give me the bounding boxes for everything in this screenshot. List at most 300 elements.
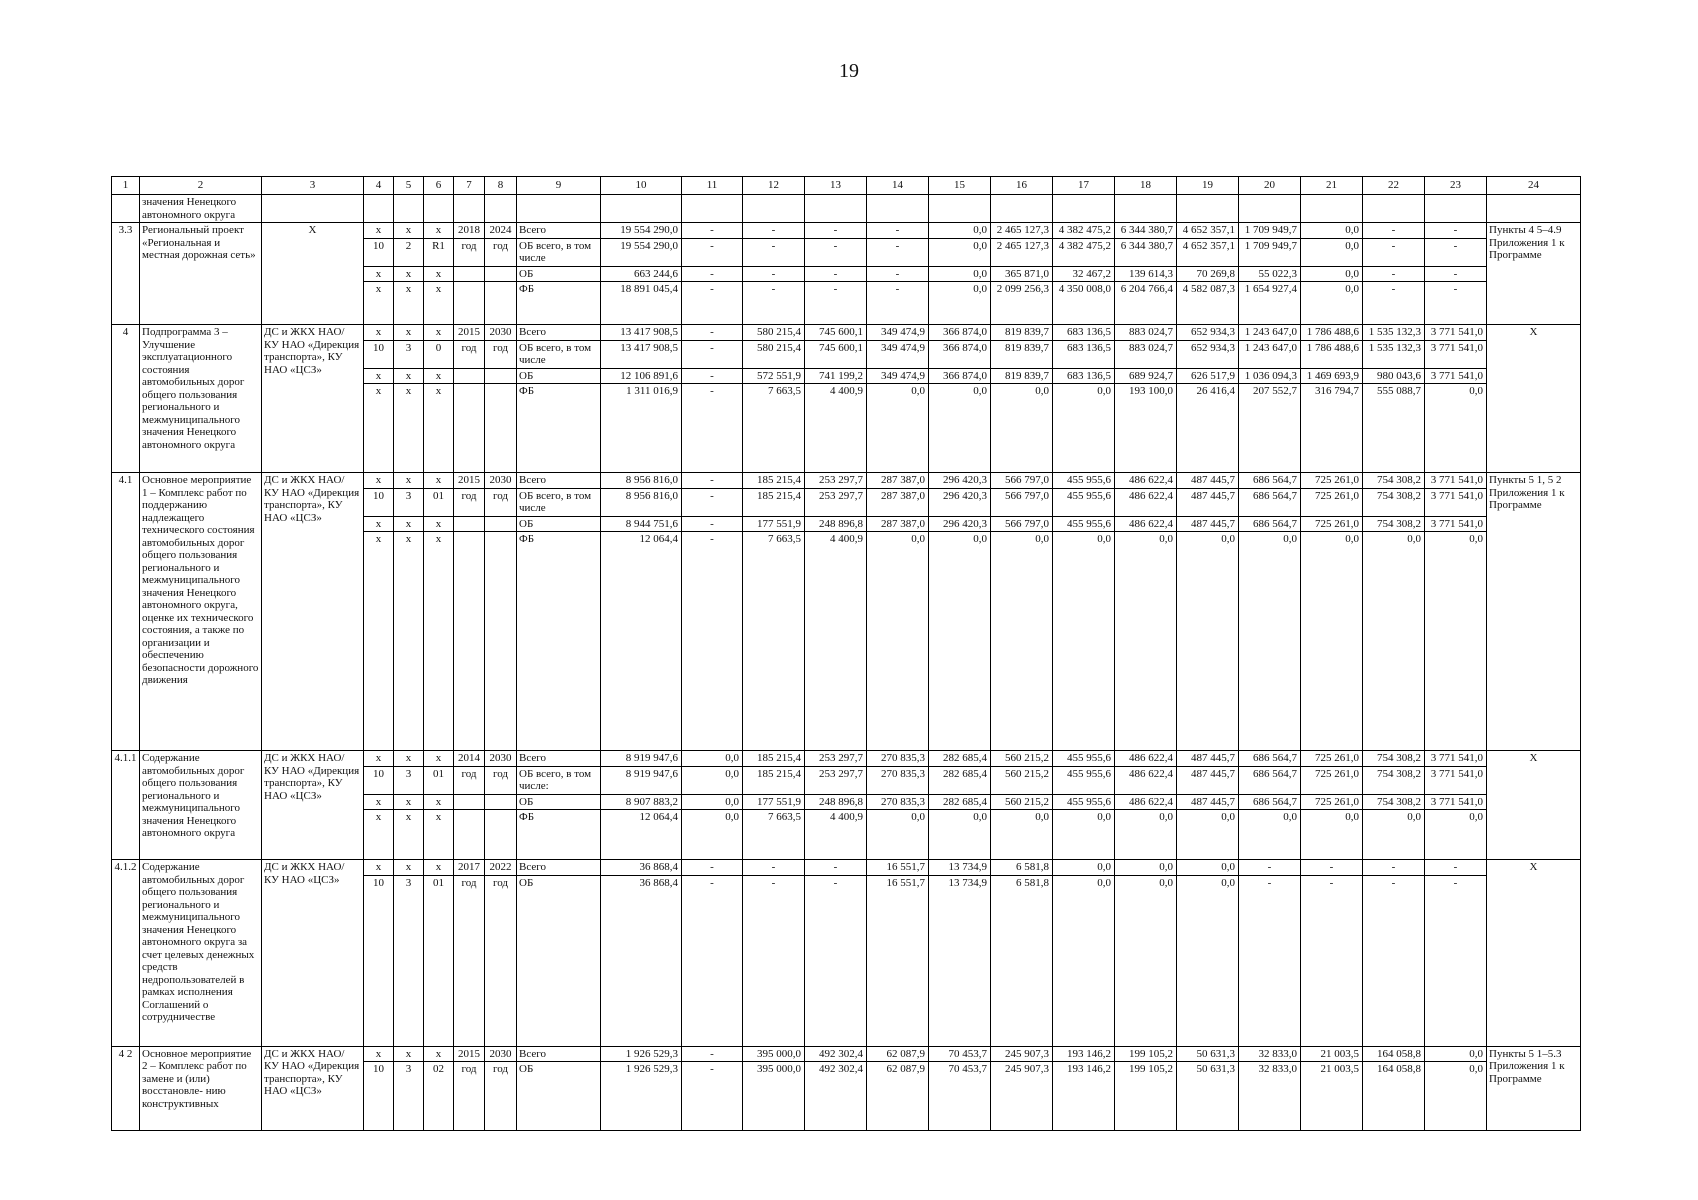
value-cell: 0,0	[1053, 810, 1115, 860]
code-cell: 01	[424, 488, 454, 516]
value-cell: -	[682, 532, 743, 751]
value-cell: 0,0	[1053, 860, 1115, 876]
empty-cell	[364, 195, 394, 223]
page-number: 19	[839, 60, 859, 82]
value-cell: 1 926 529,3	[601, 1046, 682, 1062]
code-cell: 3	[394, 1062, 424, 1131]
value-cell: 6 344 380,7	[1115, 223, 1177, 239]
value-cell: -	[805, 238, 867, 266]
value-cell: 185 215,4	[743, 488, 805, 516]
source-cell: Всего	[517, 325, 601, 341]
header-cell-3: 3	[262, 177, 364, 195]
code-cell: x	[364, 860, 394, 876]
value-cell: 455 955,6	[1053, 516, 1115, 532]
year-cell: 2018	[454, 223, 485, 239]
value-cell: 0,0	[1425, 532, 1487, 751]
value-cell: 754 308,2	[1363, 473, 1425, 489]
value-cell: 6 344 380,7	[1115, 238, 1177, 266]
code-cell: x	[424, 794, 454, 810]
value-cell: 0,0	[1301, 223, 1363, 239]
value-cell: -	[1301, 860, 1363, 876]
value-cell: 566 797,0	[991, 488, 1053, 516]
code-cell: 0	[424, 340, 454, 368]
value-cell: 62 087,9	[867, 1046, 929, 1062]
year-cell: 2017	[454, 860, 485, 876]
table-row	[112, 325, 1581, 341]
value-cell: 0,0	[1425, 1062, 1487, 1131]
empty-cell	[682, 195, 743, 223]
value-cell: -	[1239, 875, 1301, 1046]
year-cell: год	[485, 1062, 517, 1131]
value-cell: 0,0	[1177, 860, 1239, 876]
header-cell-10: 10	[601, 177, 682, 195]
value-cell: 296 420,3	[929, 516, 991, 532]
value-cell: 164 058,8	[1363, 1046, 1425, 1062]
code-cell: x	[394, 282, 424, 325]
value-cell: 0,0	[682, 766, 743, 794]
value-cell: 725 261,0	[1301, 488, 1363, 516]
value-cell: 2 099 256,3	[991, 282, 1053, 325]
code-cell: x	[364, 1046, 394, 1062]
value-cell: 0,0	[929, 384, 991, 473]
header-cell-16: 16	[991, 177, 1053, 195]
value-cell: -	[1363, 266, 1425, 282]
value-cell: -	[682, 1062, 743, 1131]
value-cell: 0,0	[1363, 532, 1425, 751]
value-cell: 8 907 883,2	[601, 794, 682, 810]
value-cell: 26 416,4	[1177, 384, 1239, 473]
value-cell: 3 771 541,0	[1425, 488, 1487, 516]
code-cell: 10	[364, 488, 394, 516]
value-cell: 296 420,3	[929, 473, 991, 489]
value-cell: 13 417 908,5	[601, 325, 682, 341]
value-cell: 349 474,9	[867, 340, 929, 368]
source-cell: Всего	[517, 751, 601, 767]
value-cell: -	[682, 266, 743, 282]
code-cell: x	[364, 384, 394, 473]
value-cell: 287 387,0	[867, 516, 929, 532]
value-cell: 819 839,7	[991, 340, 1053, 368]
value-cell: -	[1425, 282, 1487, 325]
value-cell: -	[682, 282, 743, 325]
value-cell: 8 944 751,6	[601, 516, 682, 532]
measure-name: значения Ненецкого автономного округа	[140, 195, 262, 223]
code-cell: x	[424, 810, 454, 860]
value-cell: 0,0	[1177, 810, 1239, 860]
value-cell: 686 564,7	[1239, 751, 1301, 767]
value-cell: -	[867, 282, 929, 325]
code-cell: x	[364, 532, 394, 751]
value-cell: 366 874,0	[929, 325, 991, 341]
value-cell: 13 417 908,5	[601, 340, 682, 368]
value-cell: -	[682, 473, 743, 489]
code-cell: 10	[364, 766, 394, 794]
value-cell: 32 833,0	[1239, 1062, 1301, 1131]
code-cell: x	[424, 266, 454, 282]
value-cell: 248 896,8	[805, 516, 867, 532]
value-cell: -	[805, 223, 867, 239]
code-cell: x	[364, 282, 394, 325]
year-cell: 2015	[454, 1046, 485, 1062]
empty-cell	[517, 195, 601, 223]
value-cell: 207 552,7	[1239, 384, 1301, 473]
value-cell: 70 453,7	[929, 1046, 991, 1062]
executor: X	[262, 223, 364, 325]
value-cell: 282 685,4	[929, 766, 991, 794]
value-cell: 1 709 949,7	[1239, 223, 1301, 239]
value-cell: 580 215,4	[743, 340, 805, 368]
value-cell: 487 445,7	[1177, 488, 1239, 516]
code-cell: x	[364, 368, 394, 384]
value-cell: 819 839,7	[991, 325, 1053, 341]
executor: ДС и ЖКХ НАО/ КУ НАО «Дирекция транспорта», КУ НАО «ЦСЗ»	[262, 1046, 364, 1131]
value-cell: 0,0	[1053, 875, 1115, 1046]
year-cell: год	[485, 875, 517, 1046]
value-cell: 555 088,7	[1363, 384, 1425, 473]
value-cell: 139 614,3	[1115, 266, 1177, 282]
header-cell-6: 6	[424, 177, 454, 195]
year-cell	[485, 384, 517, 473]
value-cell: 365 871,0	[991, 266, 1053, 282]
measure-name: Подпрограмма 3 – Улучшение эксплуатационного состояния автомобильных дорог общего пользования регионального и межмуниципального значения Ненецкого автономного округа	[140, 325, 262, 473]
value-cell: -	[1301, 875, 1363, 1046]
value-cell: -	[682, 860, 743, 876]
value-cell: -	[682, 488, 743, 516]
year-cell	[485, 532, 517, 751]
value-cell: 4 382 475,2	[1053, 223, 1115, 239]
header-cell-15: 15	[929, 177, 991, 195]
value-cell: 193 146,2	[1053, 1046, 1115, 1062]
value-cell: -	[1425, 238, 1487, 266]
value-cell: 7 663,5	[743, 810, 805, 860]
value-cell: -	[1363, 875, 1425, 1046]
header-cell-8: 8	[485, 177, 517, 195]
code-cell: 10	[364, 875, 394, 1046]
value-cell: 32 467,2	[1053, 266, 1115, 282]
value-cell: 4 652 357,1	[1177, 238, 1239, 266]
value-cell: 0,0	[929, 223, 991, 239]
value-cell: 980 043,6	[1363, 368, 1425, 384]
value-cell: 21 003,5	[1301, 1046, 1363, 1062]
value-cell: 455 955,6	[1053, 488, 1115, 516]
value-cell: -	[682, 368, 743, 384]
header-cell-4: 4	[364, 177, 394, 195]
value-cell: 455 955,6	[1053, 751, 1115, 767]
code-cell: x	[424, 751, 454, 767]
value-cell: 287 387,0	[867, 473, 929, 489]
value-cell: 486 622,4	[1115, 794, 1177, 810]
value-cell: 0,0	[1115, 810, 1177, 860]
empty-cell	[485, 195, 517, 223]
value-cell: 1 243 647,0	[1239, 340, 1301, 368]
code-cell: x	[364, 325, 394, 341]
year-cell: год	[454, 488, 485, 516]
value-cell: 282 685,4	[929, 751, 991, 767]
value-cell: 287 387,0	[867, 488, 929, 516]
value-cell: 4 400,9	[805, 384, 867, 473]
source-cell: Всего	[517, 860, 601, 876]
year-cell	[454, 794, 485, 810]
value-cell: 0,0	[991, 532, 1053, 751]
code-cell: x	[364, 516, 394, 532]
value-cell: 253 297,7	[805, 751, 867, 767]
value-cell: 4 582 087,3	[1177, 282, 1239, 325]
code-cell: x	[394, 368, 424, 384]
value-cell: 1 709 949,7	[1239, 238, 1301, 266]
executor	[262, 195, 364, 223]
value-cell: 395 000,0	[743, 1062, 805, 1131]
value-cell: 2 465 127,3	[991, 238, 1053, 266]
value-cell: 580 215,4	[743, 325, 805, 341]
source-cell: ОБ всего, в том числе:	[517, 766, 601, 794]
source-cell: ОБ всего, в том числе	[517, 238, 601, 266]
value-cell: 8 919 947,6	[601, 766, 682, 794]
value-cell: 486 622,4	[1115, 488, 1177, 516]
header-cell-22: 22	[1363, 177, 1425, 195]
year-cell: 2024	[485, 223, 517, 239]
empty-cell	[394, 195, 424, 223]
value-cell: -	[743, 860, 805, 876]
code-cell: x	[424, 384, 454, 473]
value-cell: 1 469 693,9	[1301, 368, 1363, 384]
header-cell-18: 18	[1115, 177, 1177, 195]
empty-cell	[454, 195, 485, 223]
value-cell: 754 308,2	[1363, 766, 1425, 794]
source-cell: ОБ всего, в том числе	[517, 488, 601, 516]
value-cell: 395 000,0	[743, 1046, 805, 1062]
empty-cell	[991, 195, 1053, 223]
value-cell: 7 663,5	[743, 384, 805, 473]
year-cell: 2015	[454, 473, 485, 489]
empty-cell	[1115, 195, 1177, 223]
value-cell: 1 786 488,6	[1301, 340, 1363, 368]
year-cell: 2030	[485, 473, 517, 489]
year-cell	[485, 266, 517, 282]
value-cell: 0,0	[929, 282, 991, 325]
value-cell: -	[682, 325, 743, 341]
value-cell: 4 400,9	[805, 532, 867, 751]
value-cell: 245 907,3	[991, 1046, 1053, 1062]
value-cell: 12 064,4	[601, 810, 682, 860]
year-cell: год	[454, 766, 485, 794]
value-cell: 349 474,9	[867, 368, 929, 384]
value-cell: 70 453,7	[929, 1062, 991, 1131]
year-cell	[454, 516, 485, 532]
value-cell: 8 956 816,0	[601, 473, 682, 489]
value-cell: 0,0	[1115, 860, 1177, 876]
value-cell: -	[682, 223, 743, 239]
value-cell: 566 797,0	[991, 473, 1053, 489]
value-cell: 13 734,9	[929, 860, 991, 876]
value-cell: 185 215,4	[743, 766, 805, 794]
row-number	[112, 195, 140, 223]
value-cell: 745 600,1	[805, 340, 867, 368]
value-cell: -	[743, 875, 805, 1046]
value-cell: 16 551,7	[867, 875, 929, 1046]
value-cell: 177 551,9	[743, 516, 805, 532]
value-cell: 741 199,2	[805, 368, 867, 384]
code-cell: x	[364, 810, 394, 860]
value-cell: 4 350 008,0	[1053, 282, 1115, 325]
value-cell: 686 564,7	[1239, 473, 1301, 489]
value-cell: 366 874,0	[929, 340, 991, 368]
value-cell: 0,0	[1239, 810, 1301, 860]
empty-cell	[1425, 195, 1487, 223]
value-cell: 883 024,7	[1115, 340, 1177, 368]
header-cell-17: 17	[1053, 177, 1115, 195]
header-cell-14: 14	[867, 177, 929, 195]
value-cell: 32 833,0	[1239, 1046, 1301, 1062]
value-cell: -	[1239, 860, 1301, 876]
year-cell	[454, 368, 485, 384]
value-cell: 652 934,3	[1177, 325, 1239, 341]
source-cell: ОБ	[517, 266, 601, 282]
source-cell: Всего	[517, 223, 601, 239]
value-cell: 253 297,7	[805, 488, 867, 516]
table-row	[112, 751, 1581, 767]
year-cell	[485, 282, 517, 325]
year-cell: год	[485, 238, 517, 266]
value-cell: -	[682, 340, 743, 368]
value-cell: 245 907,3	[991, 1062, 1053, 1131]
code-cell: x	[424, 1046, 454, 1062]
value-cell: 21 003,5	[1301, 1062, 1363, 1131]
code-cell: x	[364, 794, 394, 810]
value-cell: 55 022,3	[1239, 266, 1301, 282]
code-cell: 01	[424, 766, 454, 794]
value-cell: 349 474,9	[867, 325, 929, 341]
code-cell: 3	[394, 875, 424, 1046]
code-cell: x	[364, 473, 394, 489]
year-cell	[454, 282, 485, 325]
value-cell: -	[682, 238, 743, 266]
value-cell: 486 622,4	[1115, 473, 1177, 489]
value-cell: 3 771 541,0	[1425, 766, 1487, 794]
measure-name: Региональный проект «Региональная и местная дорожная сеть»	[140, 223, 262, 325]
value-cell: 1 036 094,3	[1239, 368, 1301, 384]
value-cell: 686 564,7	[1239, 488, 1301, 516]
value-cell: 486 622,4	[1115, 516, 1177, 532]
value-cell: -	[805, 875, 867, 1046]
value-cell: 6 581,8	[991, 860, 1053, 876]
value-cell: -	[1363, 238, 1425, 266]
executor: ДС и ЖКХ НАО/ КУ НАО «ЦСЗ»	[262, 860, 364, 1047]
code-cell: 10	[364, 1062, 394, 1131]
year-cell	[485, 368, 517, 384]
header-row	[112, 177, 1581, 195]
value-cell: 0,0	[991, 384, 1053, 473]
value-cell: 0,0	[929, 532, 991, 751]
code-cell: 3	[394, 340, 424, 368]
value-cell: 486 622,4	[1115, 751, 1177, 767]
value-cell: 487 445,7	[1177, 473, 1239, 489]
value-cell: 164 058,8	[1363, 1062, 1425, 1131]
value-cell: 0,0	[1115, 532, 1177, 751]
value-cell: 0,0	[1425, 1046, 1487, 1062]
value-cell: 0,0	[1301, 238, 1363, 266]
value-cell: 455 955,6	[1053, 766, 1115, 794]
value-cell: 745 600,1	[805, 325, 867, 341]
value-cell: 0,0	[1239, 532, 1301, 751]
value-cell: 0,0	[682, 794, 743, 810]
table-row	[112, 860, 1581, 876]
year-cell: год	[485, 766, 517, 794]
value-cell: 0,0	[1301, 266, 1363, 282]
value-cell: 0,0	[1301, 810, 1363, 860]
value-cell: 455 955,6	[1053, 794, 1115, 810]
code-cell: x	[394, 223, 424, 239]
value-cell: 18 891 045,4	[601, 282, 682, 325]
value-cell: 3 771 541,0	[1425, 473, 1487, 489]
value-cell: -	[805, 282, 867, 325]
value-cell: 8 919 947,6	[601, 751, 682, 767]
value-cell: 492 302,4	[805, 1046, 867, 1062]
code-cell: x	[424, 223, 454, 239]
value-cell: 16 551,7	[867, 860, 929, 876]
value-cell: 683 136,5	[1053, 325, 1115, 341]
code-cell: x	[394, 860, 424, 876]
empty-cell	[1053, 195, 1115, 223]
value-cell: 0,0	[867, 810, 929, 860]
value-cell: 36 868,4	[601, 860, 682, 876]
code-cell: 2	[394, 238, 424, 266]
empty-cell	[1239, 195, 1301, 223]
value-cell: 0,0	[682, 810, 743, 860]
value-cell: 487 445,7	[1177, 751, 1239, 767]
measure-name: Основное мероприятие 1 – Комплекс работ по поддержанию надлежащего технического состояния автомобильных дорог общего пользования регионального и межмуниципального значения Ненецкого автономного округа, оценке их технического состояния, а также по организации и обеспечению безопасности дорожного движения	[140, 473, 262, 751]
source-cell: ОБ	[517, 875, 601, 1046]
row-number: 3.3	[112, 223, 140, 325]
value-cell: 683 136,5	[1053, 340, 1115, 368]
value-cell: 487 445,7	[1177, 516, 1239, 532]
value-cell: 0,0	[1425, 810, 1487, 860]
source-cell: ОБ	[517, 794, 601, 810]
note: X	[1487, 325, 1581, 473]
table-row	[112, 223, 1581, 239]
empty-cell	[601, 195, 682, 223]
value-cell: 819 839,7	[991, 368, 1053, 384]
header-cell-19: 19	[1177, 177, 1239, 195]
value-cell: 486 622,4	[1115, 766, 1177, 794]
value-cell: -	[1363, 223, 1425, 239]
value-cell: 0,0	[1425, 384, 1487, 473]
value-cell: 487 445,7	[1177, 794, 1239, 810]
value-cell: 560 215,2	[991, 794, 1053, 810]
year-cell: год	[454, 340, 485, 368]
value-cell: 296 420,3	[929, 488, 991, 516]
measure-name: Основное мероприятие 2 – Комплекс работ по замене и (или) восстановле- нию конструктивных	[140, 1046, 262, 1131]
value-cell: -	[1425, 266, 1487, 282]
row-number: 4.1.2	[112, 860, 140, 1047]
value-cell: 725 261,0	[1301, 794, 1363, 810]
note: Пункты 4 5–4.9 Приложения 1 к Программе	[1487, 223, 1581, 325]
value-cell: 2 465 127,3	[991, 223, 1053, 239]
year-cell: год	[485, 340, 517, 368]
code-cell: x	[394, 810, 424, 860]
code-cell: x	[394, 325, 424, 341]
code-cell: 10	[364, 340, 394, 368]
row-number: 4.1	[112, 473, 140, 751]
value-cell: -	[867, 266, 929, 282]
year-cell: 2022	[485, 860, 517, 876]
value-cell: 883 024,7	[1115, 325, 1177, 341]
year-cell	[454, 810, 485, 860]
value-cell: -	[743, 238, 805, 266]
value-cell: 193 146,2	[1053, 1062, 1115, 1131]
measure-name: Содержание автомобильных дорог общего пользования регионального и межмуниципального значения Ненецкого автономного округа за счет целевых денежных средств недропользователей в рамках исполнения Соглашений о сотрудничестве	[140, 860, 262, 1047]
value-cell: 487 445,7	[1177, 766, 1239, 794]
value-cell: 282 685,4	[929, 794, 991, 810]
